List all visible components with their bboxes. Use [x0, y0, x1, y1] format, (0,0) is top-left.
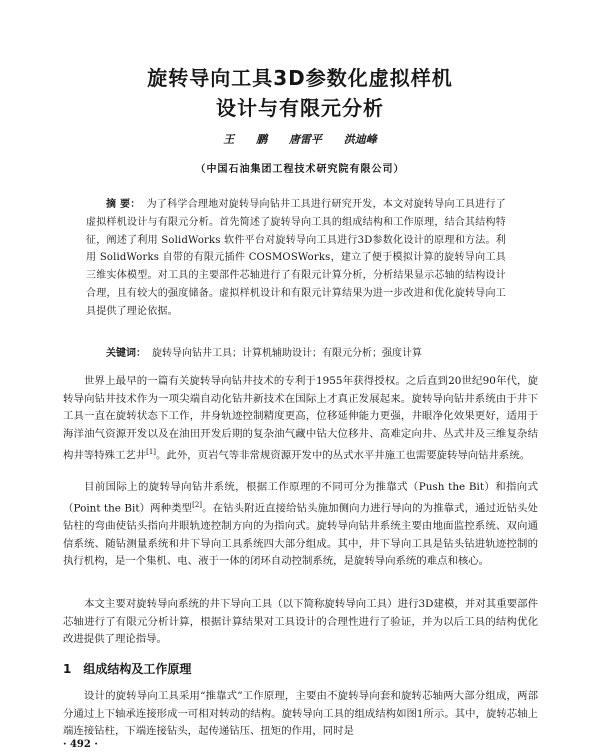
paragraph-text: 世界上最早的一篇有关旋转导向钻井技术的专利于1955年获得授权。之后直到20世纪90年代，旋转导向钻井技术作为一项尖端自动化钻井新技术在国际上才真正发展起来。旋转导向钻井系统由于井下工具一直在旋转状态下工作，井身轨迹控制精度更高，位移延伸能力更强，井眼净化效果更好，适用于海洋油气资源开发以及在油田开发后期的复杂油气藏中钻大位移井、高难定向井、丛式井及三维复杂结构井等特殊工艺井	[63, 375, 538, 462]
author-name: 王 鹏	[223, 133, 268, 146]
citation-ref: [1]	[146, 447, 157, 456]
section-title: 组成结构及工作原理	[83, 662, 192, 676]
section-heading	[63, 660, 191, 677]
body-paragraph-1	[63, 373, 538, 465]
body-paragraph-2	[63, 479, 538, 571]
body-paragraph-3: 本文主要对旋转导向系统的井下导向工具（以下简称旋转导向工具）进行3D建模，并对其重要部件芯轴进行了有限元分析计算，根据计算结果对工具设计的合理性进行了验证，并为以后工具的结构优化改进提供了理论指导。	[63, 598, 538, 646]
affiliation: （中国石油集团工程技术研究院有限公司）	[195, 164, 405, 175]
abstract-label: 摘 要：	[106, 199, 141, 210]
body-paragraph-4: 设计的旋转导向工具采用“推靠式”工作原理，主要由不旋转导向套和旋转芯轴两大部分组成，两部分通过上下轴承连接形成一可相对转动的结构。旋转导向工具的组成结构如图1所示。其中，旋转芯轴上端连接钻柱，下端连接钻头，起传递钻压、扭矩的作用，同时是	[63, 690, 538, 738]
paragraph-text: 。在钻头附近直接给钻头施加侧向力进行导向的为推靠式，通过近钻头处钻柱的弯曲使钻头指向井眼轨迹控制方向的为指向式。旋转导向钻井系统主要由地面监控系统、双向通信系统、随钻测量系统和井下导向工具系统四大部分组成。其中，井下导向工具是钻头钻进轨迹控制的执行机构，是一个集机、电、液于一体的闭环自动控制系统，是旋转导向系统的难点和核心。	[63, 502, 539, 568]
keywords-text: 旋转导向钻井工具；计算机辅助设计；有限元分析；强度计算	[152, 348, 422, 359]
section-number: 1	[63, 662, 72, 676]
keywords	[106, 344, 506, 359]
citation-ref: [2]	[192, 500, 203, 509]
author-name: 洪迪峰	[343, 133, 377, 146]
paragraph-text: 。此外，页岩气等非常规资源开发中的丛式水平井施工也需要旋转导向钻井系统。	[156, 449, 531, 462]
page-number: · 492 ·	[63, 739, 98, 750]
abstract	[86, 196, 506, 321]
author-name: 唐雷平	[288, 133, 322, 146]
paper-title-line-1: 旋转导向工具3D参数化虚拟样机	[147, 66, 453, 90]
paragraph-text: 目前国际上的旋转导向钻井系统，根据工作原理的不同可分为推靠式（Push the Bit）和指向式（Point the Bit）两种类型	[63, 481, 538, 515]
author-list	[0, 131, 600, 147]
paper-title-line-2: 设计与有限元分析	[216, 96, 384, 120]
abstract-text: 为了科学合理地对旋转导向钻井工具进行研究开发，本文对旋转导向工具进行了虚拟样机设计与有限元分析。首先简述了旋转导向工具的组成结构和工作原理，结合其结构特征，阐述了利用 SolidWorks 软件平台对旋转导向工具进行3D参数化设计的原理和方法。利用 SolidWorks 自带的有限元插件 COSMOSWorks，建立了便于模拟计算的旋转导向工具三维实体模型。对工具的主要部件芯轴进行了有限元计算分析，分析结果显示芯轴的结构设计合理，且有较大的强度储备。虚拟样机设计和有限元计算结果为进一步改进和优化旋转导向工具提供了理论依据。	[86, 199, 506, 317]
keywords-label: 关键词：	[106, 348, 146, 359]
